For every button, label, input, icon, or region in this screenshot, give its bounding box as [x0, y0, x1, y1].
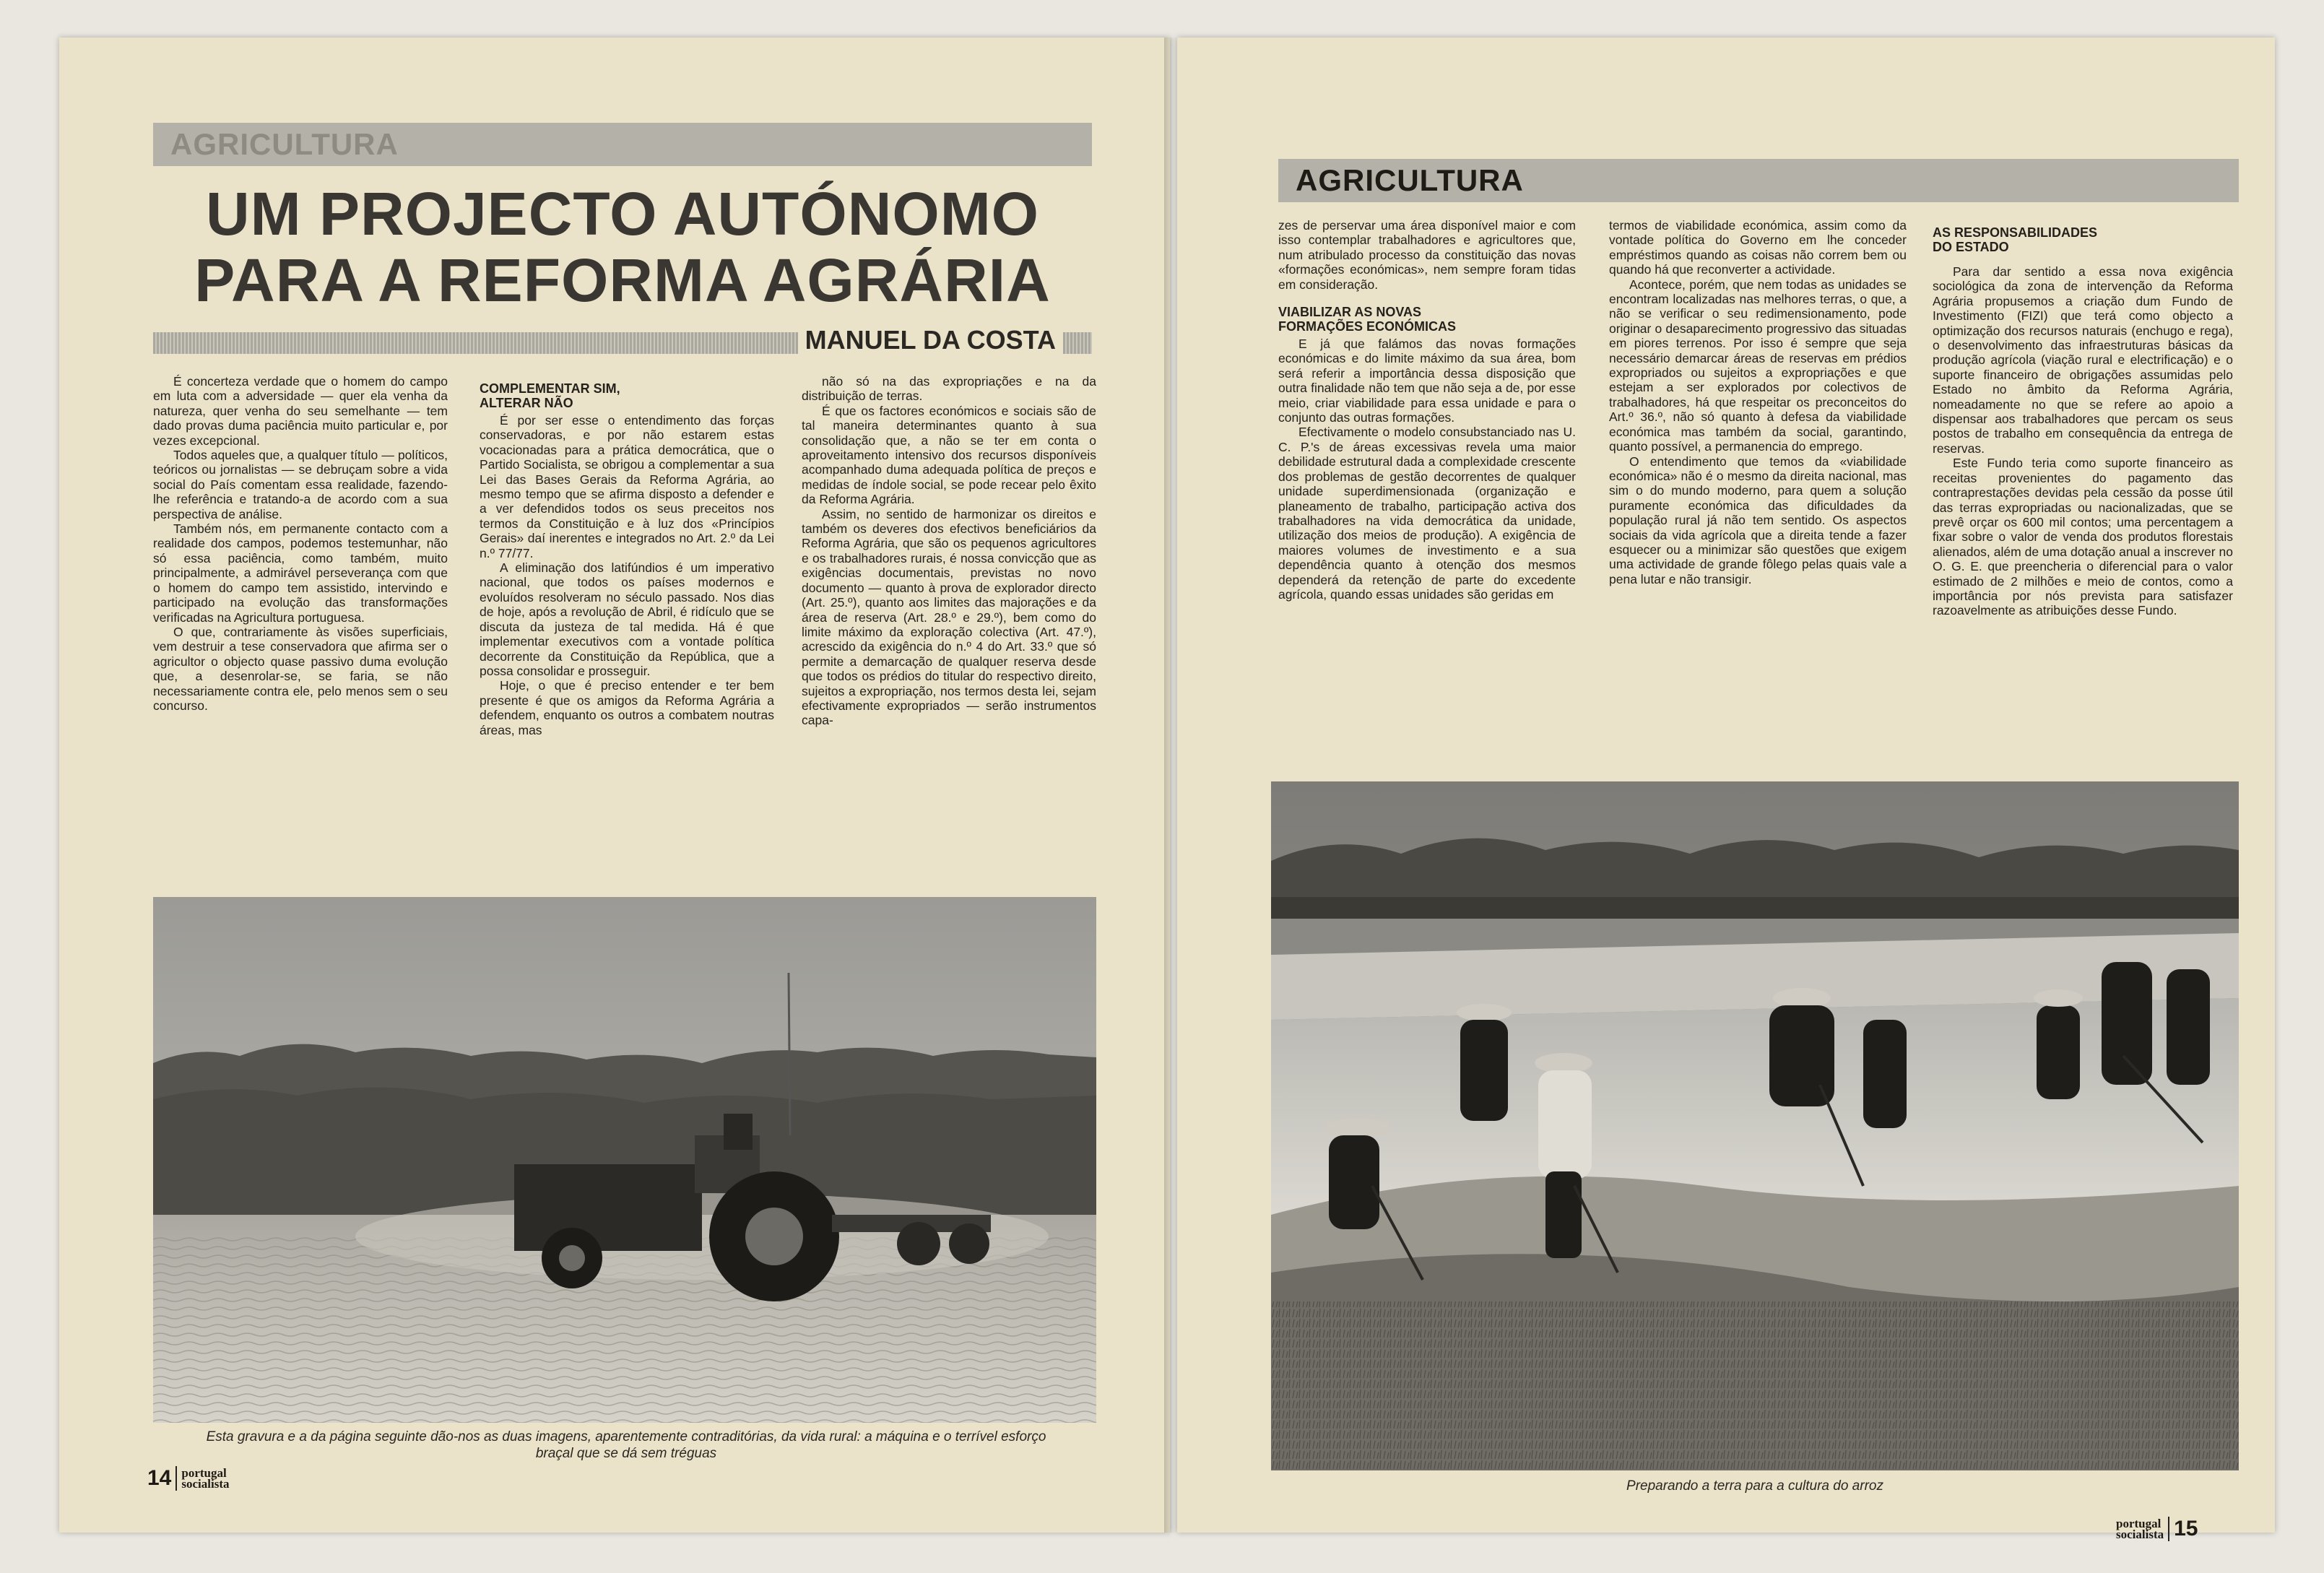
rice-field-photo-image [1271, 781, 2239, 1470]
left-section-label: AGRICULTURA [170, 127, 399, 161]
masthead-logo [2116, 1518, 2164, 1540]
paragraph: É concerteza verdade que o homem do campo em luta com a adversidade — quer ela venha da natureza, quer venha do seu semelhante — tem dado provas duma paciência muito particular e, por vezes excepcional. [153, 374, 448, 448]
paragraph: É que os factores económicos e sociais são de tal maneira determinantes quanto à sua consolidação que, a não se ter em conta o aproveitamento intensivo dos recursos disponíveis acompanhado duma adequada política de preços e medidas de índole social, se pode recear pelo êxito da Reforma Agrária. [802, 403, 1096, 507]
caption-line: Esta gravura e a da página seguinte dão-nos as duas imagens, aparentemente contraditórias, da vida rural: a máquina e o terrível esforço [206, 1429, 1046, 1444]
right-section-label: AGRICULTURA [1296, 163, 1524, 197]
paragraph: Também nós, em permanente contacto com a realidade dos campos, podemos testemunhar, não só essa paciência, como também, muito principalmente, a admirável perseverança com que o homem do campo tem assistido, intervindo e participado na evolução das transformações verificadas na Agricultura portuguesa. [153, 521, 448, 625]
paragraph: O que, contrariamente às visões superficiais, vem destruir a tese conservadora que afirma ser o agricultor o objecto quase passivo duma evolução que, a desenrolar-se, se faria, se não necessariamente contra ele, pelo menos sem o seu concurso. [153, 624, 448, 713]
headline-line-1: UM PROJECTO AUTÓNOMO [205, 180, 1040, 248]
masthead-line: portugal [181, 1466, 227, 1480]
right-column-1 [1278, 218, 1576, 771]
paragraph: não só na das expropriações e na da distribuição de terras. [802, 374, 1096, 404]
subheading [1933, 225, 2233, 254]
right-column-3 [1933, 221, 2233, 771]
masthead-line: socialista [181, 1477, 230, 1491]
subheading-line: VIABILIZAR AS NOVAS [1278, 305, 1422, 320]
left-column-1 [153, 374, 448, 887]
paragraph: A eliminação dos latifúndios é um imperativo nacional, que todos os países modernos e evoluídos resolveram no século passado. Nos dias de hoje, após a revolução de Abril, é ridículo que se discuta da justeza de tal medida. Há é que implementar executivos com a vontade política decorrente da Constituição da República, que a possa consolidar e prosseguir. [480, 560, 774, 678]
right-column-2 [1609, 218, 1907, 771]
left-section-bar [153, 123, 1092, 166]
paragraph: Todos aqueles que, a qualquer título — políticos, teóricos ou jornalistas — se debruçam sobre a vida social do País comentam essa realidade, fazendo-lhe referência e tratando-a de acordo com a sua perspectiva de análise. [153, 448, 448, 521]
page-number: 15 [2174, 1517, 2198, 1540]
folio-divider [2168, 1517, 2169, 1541]
subheading-line: FORMAÇÕES ECONÓMICAS [1278, 319, 1457, 334]
byline: MANUEL DA COSTA [798, 325, 1063, 355]
headline-line-2: PARA A REFORMA AGRÁRIA [194, 246, 1051, 314]
right-folio [2116, 1517, 2198, 1541]
article-headline [153, 181, 1092, 313]
left-folio [147, 1466, 229, 1491]
subheading-line: DO ESTADO [1933, 240, 2009, 254]
left-column-3 [802, 374, 1096, 887]
subheading [480, 381, 774, 410]
paragraph: E já que falámos das novas formações económicas e do limite máximo da sua área, bom será referir a importância dessa disposição que outra finalidade não tem que não seja a de, por esse meio, criar viabilidade para essa unidade e para o conjunto das outras formações. [1278, 337, 1576, 425]
caption-line: braçal que se dá sem tréguas [535, 1446, 717, 1461]
tractor-photo-image [153, 897, 1096, 1423]
paragraph: Este Fundo teria como suporte financeiro as receitas provenientes do pagamento das contraprestações devidas pela cessão da posse útil das terras expropriadas ou nacionalizadas, que se prevê orçar os 600 mil contos; uma percentagem a fixar sobre o valor de venda dos produtos florestais alienados, além de uma dotação anual a inscrever no O. G. E. que preencheria o diferencial para o valor estimado de 2 milhões e meio de contos, como a importância por nós prevista para satisfazer razoavelmente as atribuições desse Fundo. [1933, 456, 2233, 618]
paragraph: Assim, no sentido de harmonizar os direitos e também os deveres dos efectivos beneficiários da Reforma Agrária, que são os pequenos agricultores e os trabalhadores rurais, é nossa convicção que as exigências documentais, previstas no novo documento — quanto à prova de explorador directo (Art. 25.º), quanto aos limites das majorações e da área de reserva (Art. 28.º e 29.º), bem como do limite máximo da exploração colectiva (Art. 47.º), acrescido da exigência do n.º 4 do Art. 33.º que só permite a demarcação de qualquer reserva desde que todos os prédios do titular do respectivo direito, sujeitos a expropriação, nos termos desta lei, sejam efectivamente expropriados — serão instrumentos capa- [802, 506, 1096, 728]
subheading-line: COMPLEMENTAR SIM, [480, 381, 620, 396]
paragraph: Efectivamente o modelo consubstanciado nas U. C. P.'s de áreas excessivas revela uma maior debilidade estrutural dada a complexidade crescente dos problemas de gestão decorrentes de qualquer unidade superdimensionada (organização e planeamento de trabalho, participação activa dos trabalhadores na vida democrática da unidade, utilização dos meios de produção). A exigência de maiores volumes de investimento e a sua dependência quanto à otenção dos mesmos dependerá da retenção de parte do excedente agrícola, quando essas unidades são geridas em [1278, 425, 1576, 602]
masthead-line: socialista [2116, 1528, 2164, 1541]
paragraph: termos de viabilidade económica, assim como da vontade política do Governo em lhe conceder empréstimos quando as coisas não correm bem ou quando há que reconverter a actividade. [1609, 218, 1907, 277]
byline-bar [153, 325, 1092, 355]
paragraph: Hoje, o que é preciso entender e ter bem presente é que os amigos da Reforma Agrária a defendem, enquanto os outros a combatem noutras áreas, mas [480, 678, 774, 737]
paragraph: Para dar sentido a essa nova exigência sociológica da zona de intervenção da Reforma Agrária propusemos a criação dum Fundo de Investimento (FIZI) que terá como objecto a optimização dos recursos naturais (enchugo e rega), o desenvolvimento das infraestruturas básicas da produção agrícola (viação rural e electrificação) e o suporte financeiro de obrigações assumidas pelo Estado no âmbito da Reforma Agrária, nomeadamente no que se refere ao apoio a dispensar aos trabalhadores que percam os seus postos de trabalho em consequência da entrega de reservas. [1933, 264, 2233, 456]
paragraph: Acontece, porém, que nem todas as unidades se encontram localizadas nas melhores terras, o que, a não se verificar o seu redimensionamento, pode originar o desaparecimento progressivo das situadas em piores terrenos. Por isso é sempre que seja necessário demarcar áreas de reservas em prédios expropriados ou sujeitos a expropriações e que estejam a ser explorados por colectivos de trabalhadores, há que respeitar os preconceitos do Art.º 36.º, não só quanto à defesa da viabilidade económica mas também da social, garantindo, quanto possível, a permanencia do emprego. [1609, 277, 1907, 454]
page-number: 14 [147, 1466, 172, 1490]
left-photo-caption [146, 1429, 1106, 1462]
right-page [1177, 38, 2275, 1541]
tractor-photo [153, 897, 1096, 1423]
folio-divider [175, 1466, 177, 1491]
right-photo-caption: Preparando a terra para a cultura do arroz [1626, 1478, 1883, 1494]
paragraph: É por ser esse o entendimento das forças conservadoras, e por não estarem estas vocacionadas para a prática democrática, que o Partido Socialista, se obrigou a complementar a sua Lei das Bases Gerais da Reforma Agrária, ao mesmo tempo que se afirma disposto a defender e a ver defendidos todos os seus preceitos nos termos da Constituição e à luz dos «Princípios Gerais» daí inerentes e integrados no Art. 2.º da Lei n.º 77/77. [480, 413, 774, 560]
subheading-line: AS RESPONSABILIDADES [1933, 225, 2098, 240]
left-column-2 [480, 377, 774, 887]
masthead-line: portugal [2116, 1517, 2162, 1530]
rice-field-photo [1271, 781, 2239, 1470]
subheading-line: ALTERAR NÃO [480, 396, 573, 410]
paragraph: O entendimento que temos da «viabilidade económica» não é o mesmo da direita nacional, mas sim o do mundo moderno, para quem a solução puramente económica das dificuldades da população rural já não tem sentido. Os aspectos sociais da vida agrícola que a direita tende a fazer esquecer ou a minimizar são questões que exigem uma actividade de grande fôlego pelas quais vale a pena lutar e não transigir. [1609, 454, 1907, 586]
left-page [59, 38, 1170, 1533]
masthead-logo [181, 1468, 229, 1489]
paragraph: zes de perservar uma área disponível maior e com isso contemplar trabalhadores e agricultores que, num atribulado processo da constituição das novas «formações económicas», nem sempre foram tidas em consideração. [1278, 218, 1576, 292]
subheading [1278, 305, 1576, 334]
right-section-bar [1278, 159, 2239, 202]
